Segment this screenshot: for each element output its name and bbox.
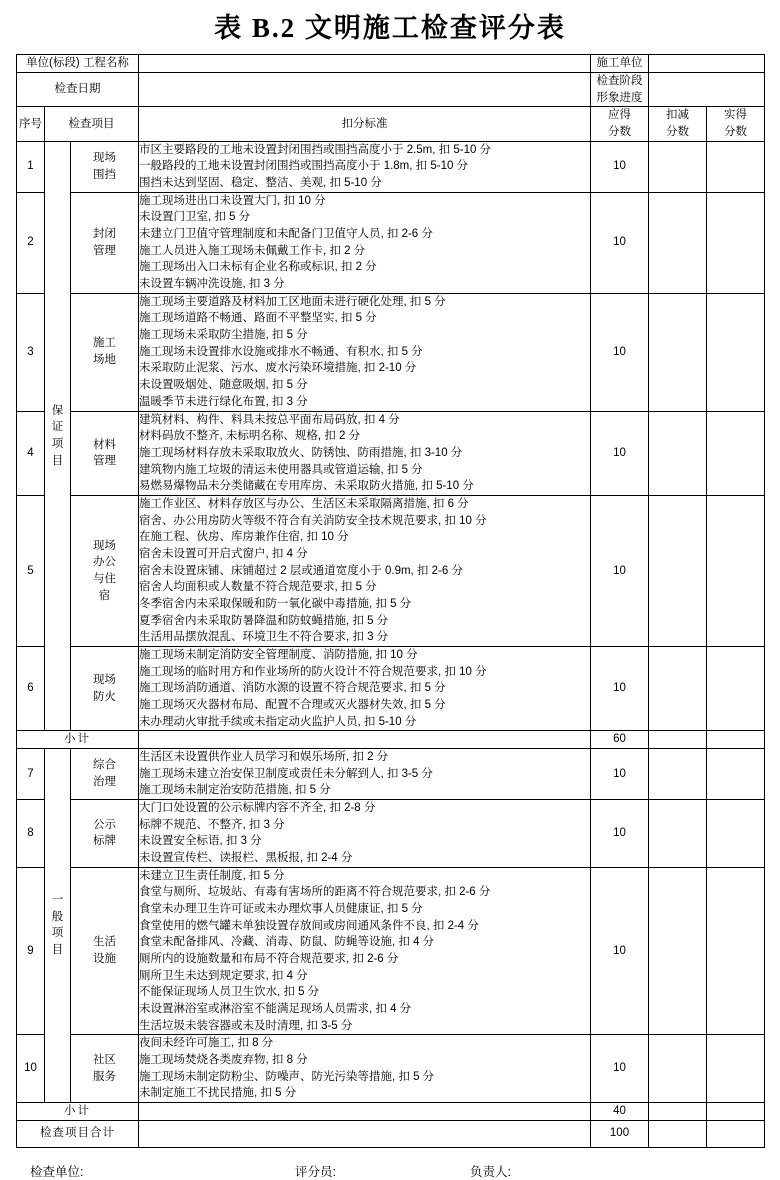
row-should-score: 10 <box>591 192 649 293</box>
row-seq: 7 <box>17 748 45 799</box>
inspect-date-label: 检查日期 <box>17 73 139 107</box>
row-actual-score[interactable] <box>707 192 765 293</box>
row-actual-score[interactable] <box>707 411 765 495</box>
responsible-label: 负责人: <box>470 1164 511 1179</box>
col-actual-score: 实得 分数 <box>707 107 765 141</box>
group-guarantee: 保 证 项 目 <box>45 141 71 731</box>
row-deduct-score[interactable] <box>649 646 707 730</box>
subtotal-label: 小计 <box>17 1103 139 1121</box>
subtotal-spacer <box>139 731 591 749</box>
row-deduct-score[interactable] <box>649 293 707 411</box>
row-seq: 6 <box>17 646 45 730</box>
table-row <box>17 1035 765 1103</box>
row-item-name: 社区 服务 <box>71 1035 139 1103</box>
subtotal-should-score: 60 <box>591 731 649 749</box>
row-should-score: 10 <box>591 748 649 799</box>
stage-value[interactable] <box>649 73 765 107</box>
row-criteria: 施工现场进出口未设置大门, 扣 10 分 未设置门卫室, 扣 5 分 未建立门卫值守管理制度和未配备门卫值守人员, 扣 2-6 分 施工人员进入施工现场未佩戴工作卡, 扣 2 分 施工现场出入口未标有企业名称或标识, 扣 2 分 未设置车辆冲洗设施, 扣 3 分 <box>139 192 591 293</box>
row-item-name: 施工 场地 <box>71 293 139 411</box>
row-seq: 10 <box>17 1035 45 1103</box>
row-deduct-score[interactable] <box>649 1035 707 1103</box>
row-item-name: 现场 围挡 <box>71 141 139 192</box>
total-deduct-score[interactable] <box>649 1120 707 1147</box>
group-general: 一 般 项 目 <box>45 748 71 1102</box>
signature-footer <box>16 1162 764 1180</box>
row-should-score: 10 <box>591 646 649 730</box>
row-criteria: 市区主要路段的工地未设置封闭围挡或围挡高度小于 2.5m, 扣 5-10 分 一般路段的工地未设置封闭围挡或围挡高度小于 1.8m, 扣 5-10 分 围挡未达到坚固、稳定、整洁、美观, 扣 5-10 分 <box>139 141 591 192</box>
row-item-name: 封闭 管理 <box>71 192 139 293</box>
row-deduct-score[interactable] <box>649 411 707 495</box>
grader-label: 评分员: <box>295 1164 336 1179</box>
inspect-date-value[interactable] <box>139 73 591 107</box>
row-item-name: 综合 治理 <box>71 748 139 799</box>
row-criteria: 施工现场未制定消防安全管理制度、消防措施, 扣 10 分 施工现场的临时用方和作业场所的防火设计不符合规范要求, 扣 10 分 施工现场消防通道、消防水源的设置不符合规范要求, 扣 5 分 施工现场灭火器材布局、配置不合理或灭火器材失效, 扣 5 分 未办理动火审批手续或未指定动火监护人员, 扣 5-10 分 <box>139 646 591 730</box>
subtotal-should-score: 40 <box>591 1103 649 1121</box>
row-should-score: 10 <box>591 867 649 1035</box>
row-seq: 9 <box>17 867 45 1035</box>
row-actual-score[interactable] <box>707 646 765 730</box>
col-should-score: 应得 分数 <box>591 107 649 141</box>
row-seq: 5 <box>17 495 45 646</box>
subtotal-row-general <box>17 1103 765 1121</box>
table-row <box>17 141 765 192</box>
col-seq: 序号 <box>17 107 45 141</box>
row-item-name: 现场 办公 与住 宿 <box>71 495 139 646</box>
row-seq: 2 <box>17 192 45 293</box>
col-item: 检查项目 <box>45 107 139 141</box>
row-criteria: 大门口处设置的公示标牌内容不齐全, 扣 2-8 分 标牌不规范、不整齐, 扣 3 分 未设置安全标语, 扣 3 分 未设置宣传栏、读报栏、黑板报, 扣 2-4 分 <box>139 799 591 867</box>
row-should-score: 10 <box>591 411 649 495</box>
project-name-label: 单位(标段) 工程名称 <box>17 55 139 73</box>
subtotal-deduct-score[interactable] <box>649 1103 707 1121</box>
row-deduct-score[interactable] <box>649 799 707 867</box>
row-deduct-score[interactable] <box>649 867 707 1035</box>
row-item-name: 材料 管理 <box>71 411 139 495</box>
row-should-score: 10 <box>591 293 649 411</box>
column-header-row <box>17 107 765 141</box>
total-row <box>17 1120 765 1147</box>
row-item-name: 现场 防火 <box>71 646 139 730</box>
table-row <box>17 293 765 411</box>
subtotal-actual-score[interactable] <box>707 1103 765 1121</box>
total-spacer <box>139 1120 591 1147</box>
row-deduct-score[interactable] <box>649 192 707 293</box>
table-row <box>17 867 765 1035</box>
subtotal-spacer <box>139 1103 591 1121</box>
row-seq: 4 <box>17 411 45 495</box>
row-criteria: 施工作业区、材料存放区与办公、生活区未采取隔离措施, 扣 6 分 宿舍、办公用房防火等级不符合有关消防安全技术规范要求, 扣 10 分 在施工程、伙房、库房兼作住宿, 扣 10 分 宿舍未设置可开启式窗户, 扣 4 分 宿舍未设置床铺、床铺超过 2 层或通道宽度小于 0.9m, 扣 2-6 分 宿舍人均面积或人数量不符合规范要求, 扣 5 分 冬季宿舍内未采取保暖和防一氧化碳中毒措施, 扣 5 分 夏季宿舍内未采取防暑降温和防蚊蝇措施, 扣 5 分 生活用品摆放混乱、环境卫生不符合要求, 扣 3 分 <box>139 495 591 646</box>
col-criteria: 扣分标准 <box>139 107 591 141</box>
total-should-score: 100 <box>591 1120 649 1147</box>
row-criteria: 未建立卫生责任制度, 扣 5 分 食堂与厕所、垃圾站、有毒有害场所的距离不符合规范要求, 扣 2-6 分 食堂未办理卫生许可证或未办理炊事人员健康证, 扣 5 分 食堂使用的燃气罐未单独设置存放间或房间通风条件不良, 扣 2-4 分 食堂未配备排风、冷藏、消毒、防鼠、防蝇等设施, 扣 4 分 厕所内的设施数量和布局不符合规范要求, 扣 2-6 分 厕所卫生未达到规定要求, 扣 4 分 不能保证现场人员卫生饮水, 扣 5 分 未设置淋浴室或淋浴室不能满足现场人员需求, 扣 4 分 生活垃圾未装容器或未及时清理, 扣 3-5 分 <box>139 867 591 1035</box>
row-criteria: 生活区未设置供作业人员学习和娱乐场所, 扣 2 分 施工现场未建立治安保卫制度或责任未分解到人, 扣 3-5 分 施工现场未制定治安防范措施, 扣 5 分 <box>139 748 591 799</box>
inspect-unit-label: 检查单位: <box>30 1164 84 1179</box>
row-actual-score[interactable] <box>707 293 765 411</box>
table-row <box>17 799 765 867</box>
row-actual-score[interactable] <box>707 141 765 192</box>
row-actual-score[interactable] <box>707 495 765 646</box>
subtotal-label: 小计 <box>17 731 139 749</box>
header-row-project <box>17 55 765 73</box>
row-criteria: 夜间未经许可施工, 扣 8 分 施工现场焚烧各类废弃物, 扣 8 分 施工现场未制定防粉尘、防噪声、防光污染等措施, 扣 5 分 未制定施工不扰民措施, 扣 5 分 <box>139 1035 591 1103</box>
row-should-score: 10 <box>591 495 649 646</box>
header-row-date <box>17 73 765 107</box>
row-actual-score[interactable] <box>707 748 765 799</box>
stage-label: 检查阶段 形象进度 <box>591 73 649 107</box>
score-table <box>16 54 765 1147</box>
row-actual-score[interactable] <box>707 867 765 1035</box>
construction-unit-value[interactable] <box>649 55 765 73</box>
row-seq: 1 <box>17 141 45 192</box>
row-should-score: 10 <box>591 799 649 867</box>
total-actual-score[interactable] <box>707 1120 765 1147</box>
table-row <box>17 495 765 646</box>
row-criteria: 施工现场主要道路及材料加工区地面未进行硬化处理, 扣 5 分 施工现场道路不畅通、路面不平整坚实, 扣 5 分 施工现场未采取防尘措施, 扣 5 分 施工现场未设置排水设施或排水不畅通、有积水, 扣 5 分 未采取防止泥浆、污水、废水污染环境措施, 扣 2-10 分 未设置吸烟处、随意吸烟, 扣 5 分 温暖季节未进行绿化布置, 扣 3 分 <box>139 293 591 411</box>
subtotal-actual-score[interactable] <box>707 731 765 749</box>
row-actual-score[interactable] <box>707 799 765 867</box>
row-seq: 8 <box>17 799 45 867</box>
col-deduct-score: 扣减 分数 <box>649 107 707 141</box>
row-deduct-score[interactable] <box>649 495 707 646</box>
table-row <box>17 748 765 799</box>
row-item-name: 公示 标牌 <box>71 799 139 867</box>
row-deduct-score[interactable] <box>649 141 707 192</box>
subtotal-row-guarantee <box>17 731 765 749</box>
table-row <box>17 411 765 495</box>
row-seq: 3 <box>17 293 45 411</box>
row-actual-score[interactable] <box>707 1035 765 1103</box>
total-label: 检查项目合计 <box>17 1120 139 1147</box>
project-name-value[interactable] <box>139 55 591 73</box>
table-row <box>17 192 765 293</box>
construction-unit-label: 施工单位 <box>591 55 649 73</box>
subtotal-deduct-score[interactable] <box>649 731 707 749</box>
row-should-score: 10 <box>591 1035 649 1103</box>
row-criteria: 建筑材料、构件、料具未按总平面布局码放, 扣 4 分 材料码放不整齐, 未标明名称、规格, 扣 2 分 施工现场材料存放未采取取放火、防锈蚀、防雨措施, 扣 3-10 分 建筑物内施工垃圾的清运未使用器具或管道运输, 扣 5 分 易燃易爆物品未分类储藏在专用库房、未采取防火措施, 扣 5-10 分 <box>139 411 591 495</box>
row-item-name: 生活 设施 <box>71 867 139 1035</box>
table-row <box>17 646 765 730</box>
row-deduct-score[interactable] <box>649 748 707 799</box>
page-title: 表 B.2 文明施工检查评分表 <box>214 13 566 43</box>
row-should-score: 10 <box>591 141 649 192</box>
